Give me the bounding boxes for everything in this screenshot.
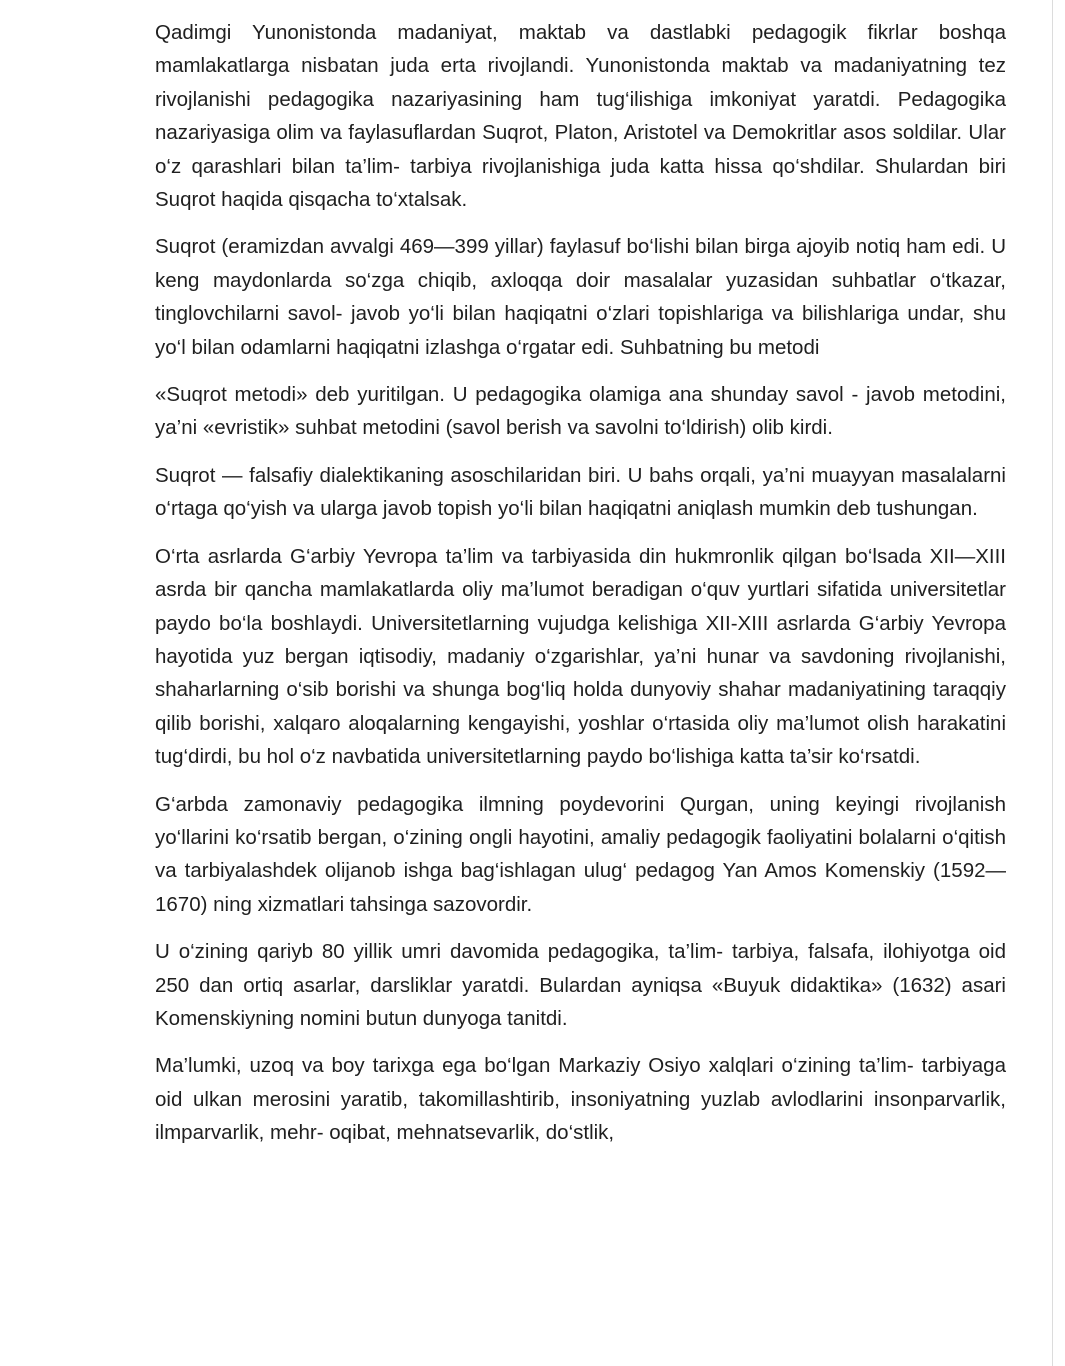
- paragraph-central-asia: Ma’lumki, uzoq va boy tarixga ega bo‘lgan Markaziy Osiyo xalqlari o‘zining ta’lim- tarbiyaga oid ulkan merosini yaratib, takomillashtirib, insoniyatning yuzlab avlodlarini insonparvarlik, ilmparvarlik, mehr- oqibat, mehnatsevarlik, do‘stlik,: [155, 1054, 1006, 1145]
- page-edge-divider: [1052, 0, 1053, 1366]
- paragraph-komensky: G‘arbda zamonaviy pedagogika ilmning poydevorini Qurgan, uning keyingi rivojlanish yo‘llarini ko‘rsatib bergan, o‘zining ongli hayotini, amaliy pedagogik faoliyatini bolalarni o‘qitish va tarbiyalashdek olijanob ishga bag‘ishlagan ulug‘ pedagog Yan Amos Komenskiy (1592—1670) ning xizmatlari tahsinga sazovordir.: [155, 792, 1006, 916]
- paragraph-ancient-greece: Qadimgi Yunonistonda madaniyat, maktab va dastlabki pedagogik fikrlar boshqa mamlakatlarga nisbatan juda erta rivojlandi. Yunonistonda maktab va madaniyatning tez rivojlanishi pedagogika nazariyasining ham tug‘ilishiga imkoniyat yaratdi. Pedagogika nazariyasiga olim va faylasuflardan Suqrot, Platon, Aristotel va Demokritlar asos soldilar. Ular o‘z qarashlari bilan ta’lim- tarbiya rivojlanishiga juda katta hissa qo‘shdilar. Shulardan biri Suqrot haqida qisqacha to‘xtalsak.: [155, 21, 1006, 212]
- paragraph-socrates-orator: Suqrot (eramizdan avvalgi 469—399 yillar) faylasuf bo‘lishi bilan birga ajoyib notiq ham edi. U keng maydonlarda so‘zga chiqib, axloqqa doir masalalar yuzasidan suhbatlar o‘tkazar, tinglovchilarni savol- javob yo‘li bilan haqiqatni o‘zlari topishlariga va bilishlariga undar, shu yo‘l bilan odamlarni haqiqatni izlashga o‘rgatar edi. Suhbatning bu metodi: [155, 235, 1006, 359]
- document-body: [155, 16, 1006, 1164]
- paragraph-socratic-method: «Suqrot metodi» deb yuritilgan. U pedagogika olamiga ana shunday savol - javob metodini, ya’ni «evristik» suhbat metodini (savol berish va savolni to‘ldirish) olib kirdi.: [155, 383, 1006, 440]
- paragraph-komensky-works: U o‘zining qariyb 80 yillik umri davomida pedagogika, ta’lim- tarbiya, falsafa, ilohiyotga oid 250 dan ortiq asarlar, darsliklar yaratdi. Bulardan ayniqsa «Buyuk didaktika» (1632) asari Komenskiyning nomini butun dunyoga tanitdi.: [155, 940, 1006, 1030]
- paragraph-socrates-dialectics: Suqrot — falsafiy dialektikaning asoschilaridan biri. U bahs orqali, ya’ni muayyan masalalarni o‘rtaga qo‘yish va ularga javob topish yo‘li bilan haqiqatni aniqlash mumkin deb tushungan.: [155, 463, 1006, 521]
- paragraph-medieval-universities: O‘rta asrlarda G‘arbiy Yevropa ta’lim va tarbiyasida din hukmronlik qilgan bo‘lsada XII—XIII asrda bir qancha mamlakatlarda oliy ma’lumot beradigan o‘quv yurtlari sifatida universitetlar paydo bo‘la boshlaydi. Universitetlarning vujudga kelishiga XII-XIII asrlarda G‘arbiy Yevropa hayotida yuz bergan iqtisodiy, madaniy o‘zgarishlar, ya’ni hunar va savdoning rivojlanishi, shaharlarning o‘sib borishi va shunga bog‘liq holda dunyoviy shahar madaniyatining taraqqiy qilib borishi, xalqaro aloqalarning kengayishi, yoshlar o‘rtasida oliy ma’lumot olish harakatini tug‘dirdi, bu hol o‘z navbatida universitetlarning paydo bo‘lishiga katta ta’sir ko‘rsatdi.: [155, 544, 1006, 769]
